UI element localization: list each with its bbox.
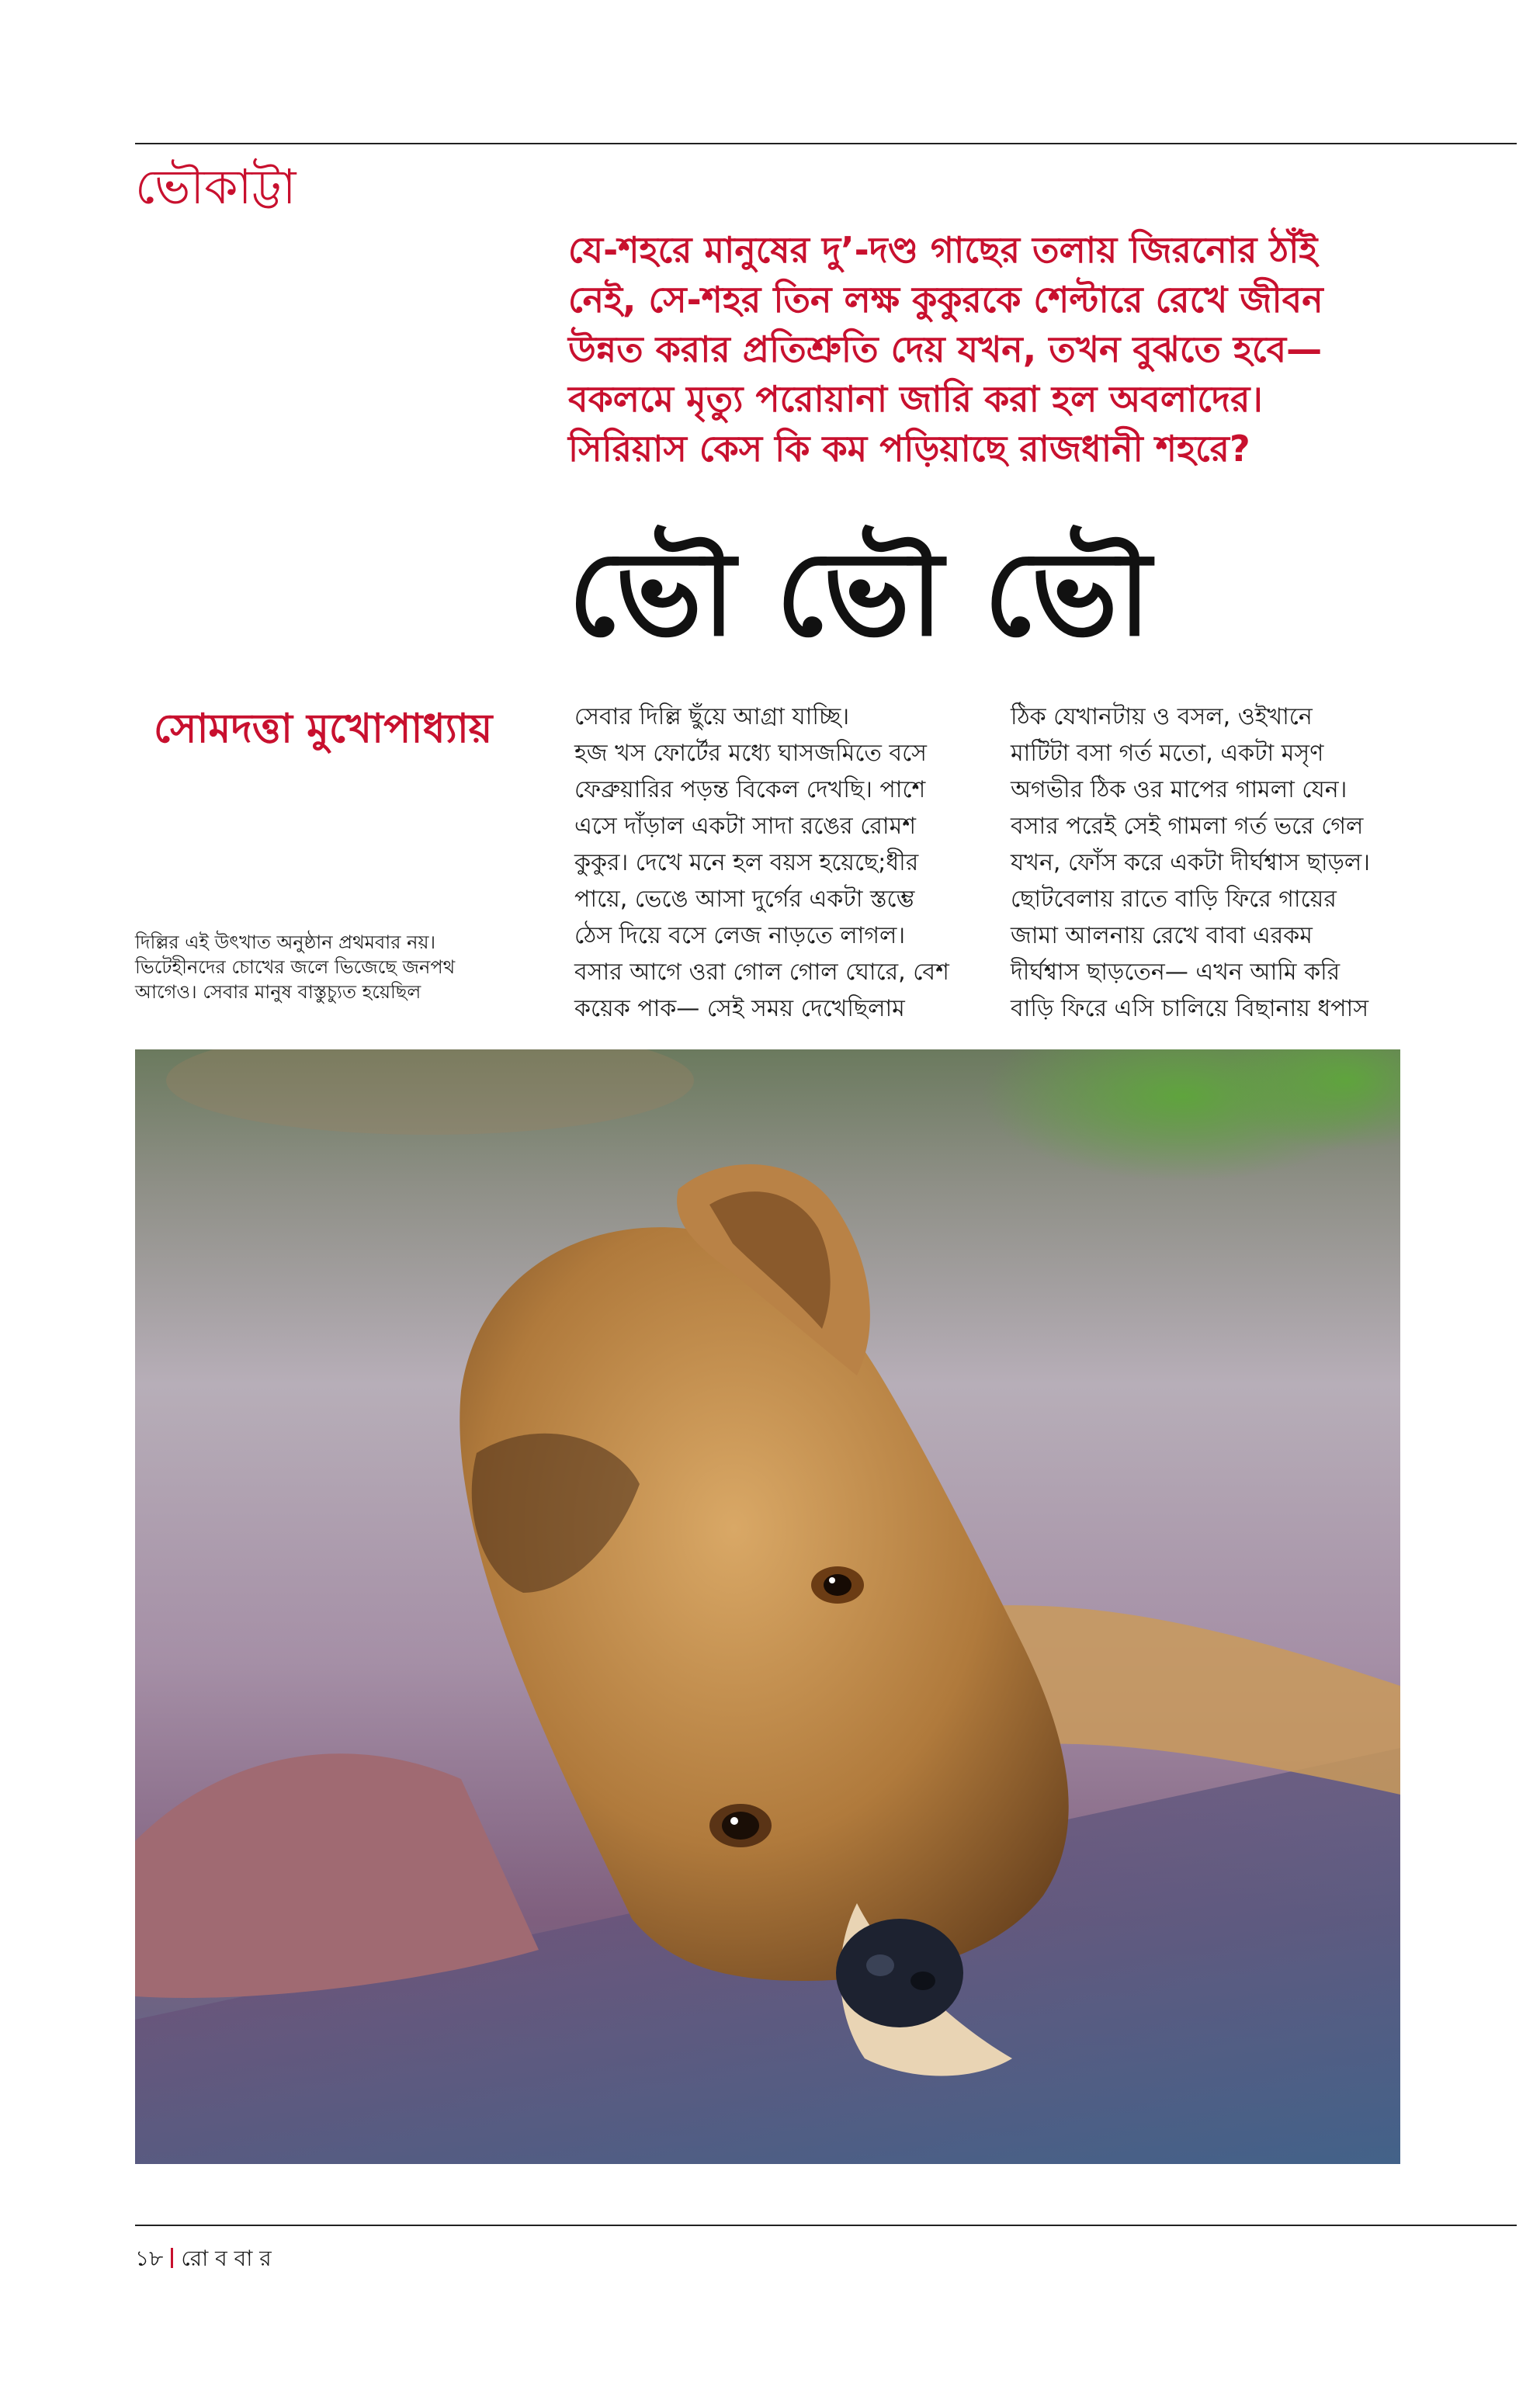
caption-line: দিল্লির এই উৎখাত অনুষ্ঠান প্রথমবার নয়। <box>135 931 436 953</box>
body-line: বসার পরেই সেই গামলা গর্ত ভরে গেল <box>1011 813 1364 840</box>
body-line: বাড়ি ফিরে এসি চালিয়ে বিছানায় ধপাস <box>1011 995 1369 1022</box>
caption-line: ভিটেহীনদের চোখের জলে ভিজেছে জনপথ <box>135 956 456 978</box>
body-line: ছোটবেলায় রাতে বাড়ি ফিরে গায়ের <box>1011 886 1337 913</box>
deck <box>568 225 1406 473</box>
body-line: হজ খস ফোর্টের মধ্যে ঘাসজমিতে বসে <box>574 740 927 767</box>
section-label: ভৌকাট্টা <box>135 158 297 215</box>
folio-divider <box>171 2248 173 2268</box>
body-line: যখন, ফোঁস করে একটা দীর্ঘশ্বাস ছাড়ল। <box>1011 849 1371 876</box>
body-line: ঠেস দিয়ে বসে লেজ নাড়তে লাগল। <box>574 922 906 949</box>
body-line: এসে দাঁড়াল একটা সাদা রঙের রোমশ <box>574 813 916 840</box>
body-line: দীর্ঘশ্বাস ছাড়তেন— এখন আমি করি <box>1011 959 1341 986</box>
pull-caption <box>135 930 455 1004</box>
body-line: বসার আগে ওরা গোল গোল ঘোরে, বেশ <box>574 959 949 986</box>
body-line: পায়ে, ভেঙে আসা দুর্গের একটা স্তম্ভে <box>574 886 915 913</box>
body-column-1 <box>574 699 978 1027</box>
deck-line: সিরিয়াস কেস কি কম পড়িয়াছে রাজধানী শহরে? <box>568 428 1250 470</box>
bottom-rule <box>135 2225 1517 2226</box>
deck-line: নেই, সে-শহর তিন লক্ষ কুকুরকে শেল্টারে রেখে জীবন <box>568 279 1323 321</box>
body-line: জামা আলনায় রেখে বাবা এরকম <box>1011 922 1313 949</box>
headline: ভৌ ভৌ ভৌ <box>568 525 1152 662</box>
body-line: ঠিক যেখানটায় ও বসল, ওইখানে <box>1011 703 1313 730</box>
publication-name: রো ব বা র <box>181 2246 272 2271</box>
deck-line: বকলমে মৃত্যু পরোয়ানা জারি করা হল অবলাদের। <box>568 378 1263 420</box>
top-rule <box>135 143 1517 144</box>
dog-photo <box>135 1049 1400 2164</box>
body-line: ফেব্রুয়ারির পড়ন্ত বিকেল দেখছি। পাশে <box>574 776 926 803</box>
body-line: মাটিটা বসা গর্ত মতো, একটা মসৃণ <box>1011 740 1324 767</box>
body-line: অগভীর ঠিক ওর মাপের গামলা যেন। <box>1011 776 1348 803</box>
page-number: ১৮ <box>135 2246 164 2271</box>
byline: সোমদত্তা মুখোপাধ্যায় <box>154 705 493 752</box>
folio <box>135 2242 272 2278</box>
body-line: কুকুর। দেখে মনে হল বয়স হয়েছে;ধীর <box>574 849 919 876</box>
body-line: সেবার দিল্লি ছুঁয়ে আগ্রা যাচ্ছি। <box>574 703 850 730</box>
body-column-2 <box>1011 699 1414 1027</box>
deck-line: উন্নত করার প্রতিশ্রুতি দেয় যখন, তখন বুঝতে হবে— <box>568 328 1323 370</box>
body-line: কয়েক পাক— সেই সময় দেখেছিলাম <box>574 995 905 1022</box>
caption-line: আগেও। সেবার মানুষ বাস্তুচ্যুত হয়েছিল <box>135 981 421 1003</box>
deck-line: যে-শহরে মানুষের দু’-দণ্ড গাছের তলায় জিরনোর ঠাঁই <box>568 229 1318 271</box>
